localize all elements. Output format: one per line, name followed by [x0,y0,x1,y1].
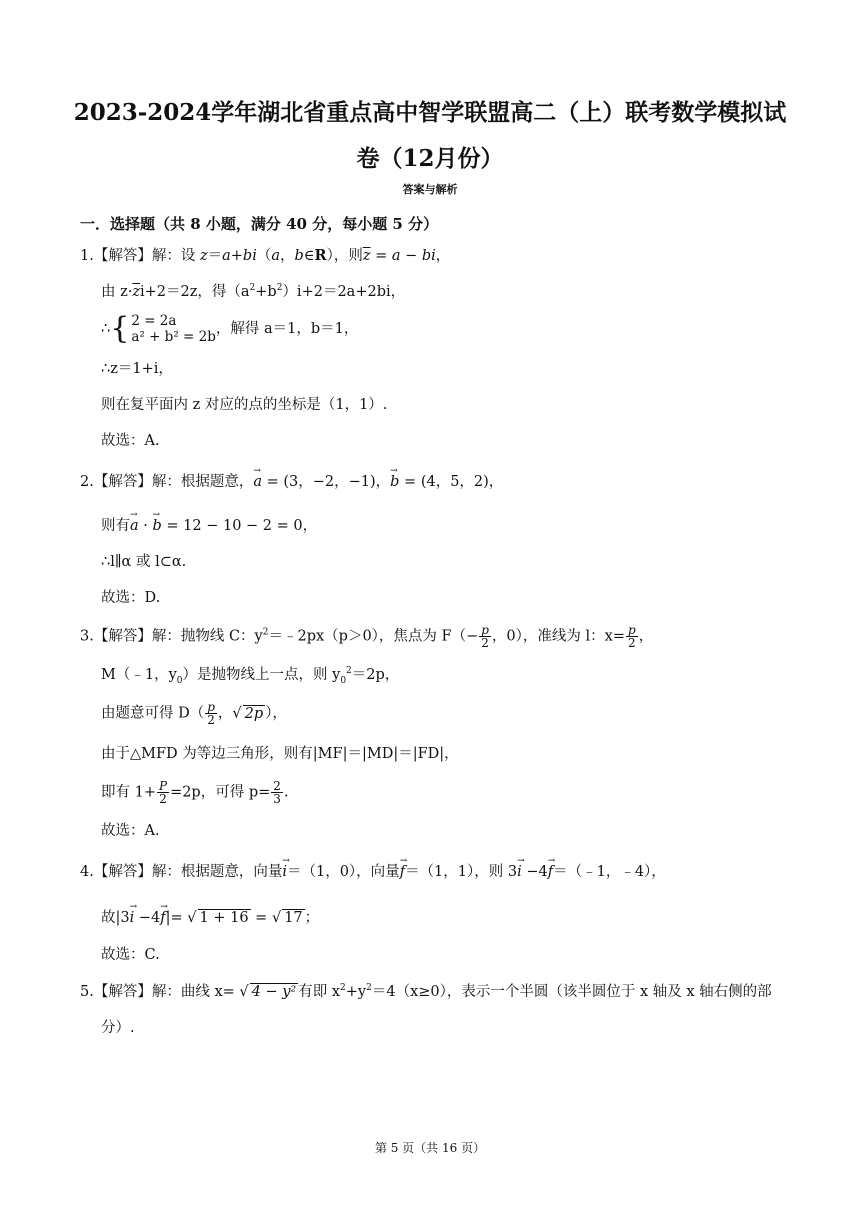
page-title: 2023-2024学年湖北省重点高中智学联盟高二（上）联考数学模拟试卷（12月份） [73,99,787,172]
equation-system: 2 = 2a a² + b² = 2b [131,313,216,345]
q2-answer: 故选：D. [101,590,161,606]
vector-a: → a [253,471,262,493]
sqrt-icon: √ [271,910,282,926]
q1-line-1: 1.【解答】解：设 z＝a+bi（a，b∈R），则$\overline{z} = a$ − bi， [80,247,451,264]
q2-line-1: 2.【解答】解：根据题意，→ a = (3，−2，−1)，→ b = (4，5，2)， [80,471,503,493]
sqrt-icon: √ [232,705,242,722]
left-brace-icon: { [110,311,130,346]
q2-line-3: ∴l∥α 或 l⊂α. [101,554,187,570]
q3-line-2: M（﹣1，$y_0$）是抛物线上一点，则 $y_0^2=2p$， [101,666,400,686]
section-heading: 一．选择题（共 8 小题，满分 40 分，每小题 5 分） [80,215,439,233]
q1-line-4: ∴z＝1+i， [101,361,173,377]
page-footer: 第 5 页（共 16 页） [374,1141,486,1155]
q4-line-1: 4.【解答】解：根据题意，向量→ i＝（1，0），向量→ f＝（1，1），则 3→ i −4→ f＝（﹣1，﹣4）， [80,861,666,883]
q3-line-3: 由题意可得 D（ $\frac{p}{2}$ ，√ 2p ）， [101,700,287,727]
q3-line-1: 3.【解答】解：抛物线 C：$y^2=﹣2px(p>0)$，焦点为 F（− $\frac{p}{2}$ ，0），准线为 l：x= $\frac{p}{2}$ ， [80,623,654,650]
q3-line-5: 即有 1+ $\frac{P}{2}$ =2p，可得 p= $\frac{2}{3}$ . [101,779,289,806]
q2-line-2: 则有→ a · → b = 12 − 10 − 2 = 0， [101,515,317,537]
q1-answer: 故选：A. [101,433,160,449]
q4-line-2: 故|3→ i −4→ f|= √ 1 + 16 = √ 17 ； [101,907,319,929]
q5-line-1: 5.【解答】解：曲线 x= √ 4 − y² 有即 $x^2+y^2=4(x\ge 0)$，表示一个半圆（该半圆位于 x 轴及 x 轴右侧的部 [80,983,772,1000]
q4-answer: 故选：C. [101,947,160,963]
page-subtitle: 答案与解析 [402,183,458,196]
q1-line-3: ∴{ 2 = 2a a² + b² = 2b ，解得 a＝1，b＝1， [101,311,359,346]
sqrt-icon: √ [187,910,197,926]
sqrt-icon: √ [239,984,249,1000]
q1-line-5: 则在复平面内 z 对应的点的坐标是（1，1）. [101,397,388,413]
q5-line-2: 分）. [101,1020,135,1036]
q3-answer: 故选：A. [101,823,160,839]
q1-line-2: 由 $z\cdot\overline{z}i+2=2z$，得$(a^2+b^2)i+2=2a+2bi$， [101,283,406,300]
q3-line-4: 由于△MFD 为等边三角形，则有|MF|＝|MD|＝|FD|， [101,746,459,762]
vector-b: → b [390,471,399,493]
